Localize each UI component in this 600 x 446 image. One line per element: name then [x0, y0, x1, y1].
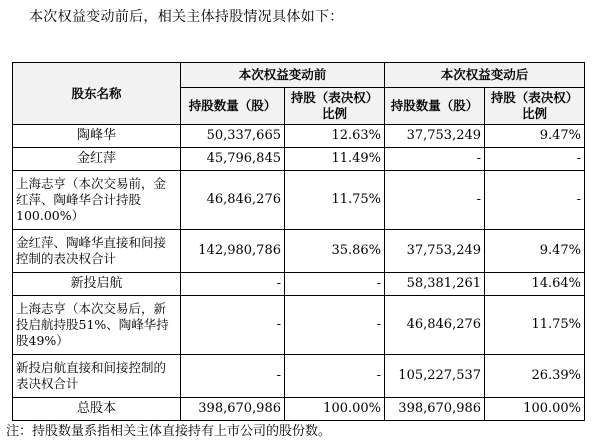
row-name: 上海志亨（本次交易后，新投启航持股51%、陶峰华持股49%） [13, 296, 181, 355]
row-ratio-before: 11.49% [285, 148, 385, 171]
table-row [13, 273, 585, 296]
row-ratio-after: 11.75% [485, 296, 585, 355]
row-name: 上海志亨（本次交易前，金红萍、陶峰华合计持股100.00%） [13, 171, 181, 230]
row-ratio-after: 100.00% [485, 398, 585, 421]
row-shares-after: 105,227,537 [385, 355, 485, 398]
row-ratio-after: 14.64% [485, 273, 585, 296]
row-ratio-after: 26.39% [485, 355, 585, 398]
table-row [13, 148, 585, 171]
table-row [13, 296, 585, 355]
header-ratio-after: 持股（表决权）比例 [485, 88, 585, 125]
row-ratio-before: 12.63% [285, 125, 385, 148]
table-header-row-1 [13, 63, 585, 88]
row-name: 金红萍、陶峰华直接和间接控制的表决权合计 [13, 230, 181, 273]
header-after-group: 本次权益变动后 [385, 63, 585, 88]
row-ratio-before: - [285, 355, 385, 398]
row-name: 陶峰华 [13, 125, 181, 148]
footnote: 注：持股数量系指相关主体直接持有上市公司的股份数。 [6, 424, 332, 439]
row-ratio-before: - [285, 296, 385, 355]
row-shares-after: 58,381,261 [385, 273, 485, 296]
row-ratio-before: 35.86% [285, 230, 385, 273]
row-shares-before: - [181, 296, 285, 355]
shareholding-table [12, 62, 585, 421]
row-ratio-before: - [285, 273, 385, 296]
header-shares-before: 持股数量（股） [181, 88, 285, 125]
row-shares-before: 46,846,276 [181, 171, 285, 230]
row-ratio-after: - [485, 148, 585, 171]
row-ratio-after: - [485, 171, 585, 230]
row-name: 总股本 [13, 398, 181, 421]
table-row-total [13, 398, 585, 421]
row-shares-before: - [181, 273, 285, 296]
header-before-group: 本次权益变动前 [181, 63, 385, 88]
row-name: 新投启航 [13, 273, 181, 296]
row-shares-before: 398,670,986 [181, 398, 285, 421]
row-shares-before: - [181, 355, 285, 398]
table-row-subtotal [13, 355, 585, 398]
header-shareholder: 股东名称 [13, 63, 181, 125]
table-row [13, 125, 585, 148]
row-shares-after: - [385, 148, 485, 171]
row-ratio-after: 9.47% [485, 125, 585, 148]
row-ratio-before: 100.00% [285, 398, 385, 421]
row-shares-before: 45,796,845 [181, 148, 285, 171]
intro-text: 本次权益变动前后，相关主体持股情况具体如下： [29, 9, 344, 25]
row-shares-after: 37,753,249 [385, 230, 485, 273]
row-shares-before: 142,980,786 [181, 230, 285, 273]
row-shares-after: 37,753,249 [385, 125, 485, 148]
table-row [13, 171, 585, 230]
row-shares-after: - [385, 171, 485, 230]
row-name: 新投启航直接和间接控制的表决权合计 [13, 355, 181, 398]
header-ratio-before: 持股（表决权）比例 [285, 88, 385, 125]
row-shares-after: 46,846,276 [385, 296, 485, 355]
header-shares-after: 持股数量（股） [385, 88, 485, 125]
row-shares-after: 398,670,986 [385, 398, 485, 421]
row-shares-before: 50,337,665 [181, 125, 285, 148]
table-row-subtotal [13, 230, 585, 273]
row-ratio-before: 11.75% [285, 171, 385, 230]
row-name: 金红萍 [13, 148, 181, 171]
row-ratio-after: 9.47% [485, 230, 585, 273]
